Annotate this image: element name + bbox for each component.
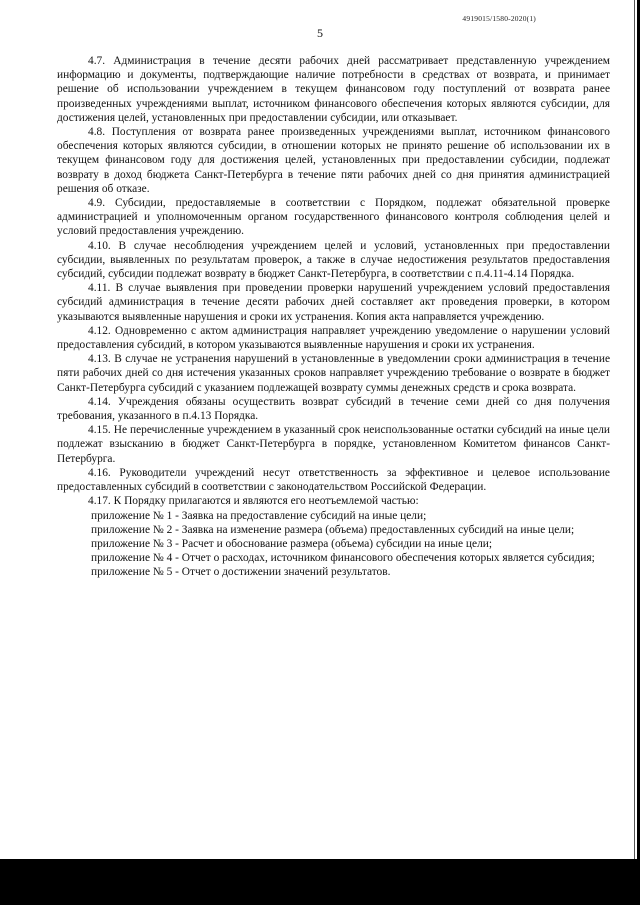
document-id: 4919015/1580-2020(1) xyxy=(462,14,536,23)
paragraph-4-16: 4.16. Руководители учреждений несут ответственность за эффективное и целевое использование предоставленных субсидий в соответствии с законодательством Российской Федерации. xyxy=(57,466,610,494)
attachment-4: приложение № 4 - Отчет о расходах, источником финансового обеспечения которых является субсидия; xyxy=(91,552,595,565)
attachment-2: приложение № 2 - Заявка на изменение размера (объема) предоставленных субсидий на иные цели; xyxy=(91,523,575,536)
attachment-3: приложение № 3 - Расчет и обоснование размера (объема) субсидии на иные цели; xyxy=(91,537,493,550)
paragraph-4-12: 4.12. Одновременно с актом администрация направляет учреждению уведомление о нарушении условий предоставления субсидий, в котором указываются выявленные нарушения и сроки их устранения. xyxy=(57,324,610,352)
document-body xyxy=(57,54,610,580)
paragraph-4-14: 4.14. Учреждения обязаны осуществить возврат субсидий в течение семи дней со дня получения требования, указанного в п.4.13 Порядка. xyxy=(57,395,610,423)
paragraph-4-9: 4.9. Субсидии, предоставляемые в соответствии с Порядком, подлежат обязательной проверке администрацией и уполномоченным органом государственного финансового контроля соблюдения целей и условий предоставления учреждению. xyxy=(57,197,610,238)
attachment-5: приложение № 5 - Отчет о достижении значений результатов. xyxy=(91,566,391,579)
scan-edge-line xyxy=(634,0,635,905)
paragraph-4-11: 4.11. В случае выявления при проведении проверки нарушений учреждением условий предоставления субсидий администрация в течение десяти рабочих дней составляет акт проведения проверки, в котором указываются выявленные нарушения и сроки их устранения. Копия акта направляется учреждению. xyxy=(57,282,610,323)
paragraph-4-7: 4.7. Администрация в течение десяти рабочих дней рассматривает представленную учреждением информацию и документы, подтверждающие наличие потребности в средствах от возврата, и принимает решение об использовании учреждением в текущем финансовом году поступлений от возврата ранее произведенных учреждениями выплат, источником финансового обеспечения которых являются субсидии, для достижения целей, установленных при предоставлении субсидии, или отказывает. xyxy=(57,55,610,124)
paragraph-4-15: 4.15. Не перечисленные учреждением в указанный срок неиспользованные остатки субсидий на иные цели подлежат взысканию в бюджет Санкт-Петербурга в порядке, установленном Комитетом финансов Санкт-Петербурга. xyxy=(57,424,610,465)
paragraph-4-8: 4.8. Поступления от возврата ранее произведенных учреждениями выплат, источником финансового обеспечения которых являются субсидии, в отношении которых не принято решение об использовании их в текущем финансовом году для достижения целей, установленных при предоставлении субсидии, подлежат возврату в доход бюджета Санкт-Петербурга в течение пяти рабочих дней со дня принятия администрацией решения об отказе. xyxy=(57,126,610,195)
paragraph-4-13: 4.13. В случае не устранения нарушений в установленные в уведомлении сроки администрация в течение пяти рабочих дней со дня истечения указанных сроков направляет учреждению требование о возврате в бюджет Санкт-Петербурга субсидий с указанием подлежащей возврату суммы денежных средств и срока возврата. xyxy=(57,353,610,394)
page-number: 5 xyxy=(317,26,323,40)
attachment-1: приложение № 1 - Заявка на предоставление субсидий на иные цели; xyxy=(91,509,427,522)
paragraph-4-10: 4.10. В случае несоблюдения учреждением целей и условий, установленных при предоставлении субсидии, выявленных по результатам проверок, а также в случае недостижения результатов предоставления субсидий, субсидии подлежат возврату в бюджет Санкт-Петербурга, в соответствии с п.4.11-4.14 Порядка. xyxy=(57,239,610,281)
paragraph-4-17: 4.17. К Порядку прилагаются и являются его неотъемлемой частью: xyxy=(88,495,419,508)
scan-bottom-band xyxy=(0,859,640,905)
